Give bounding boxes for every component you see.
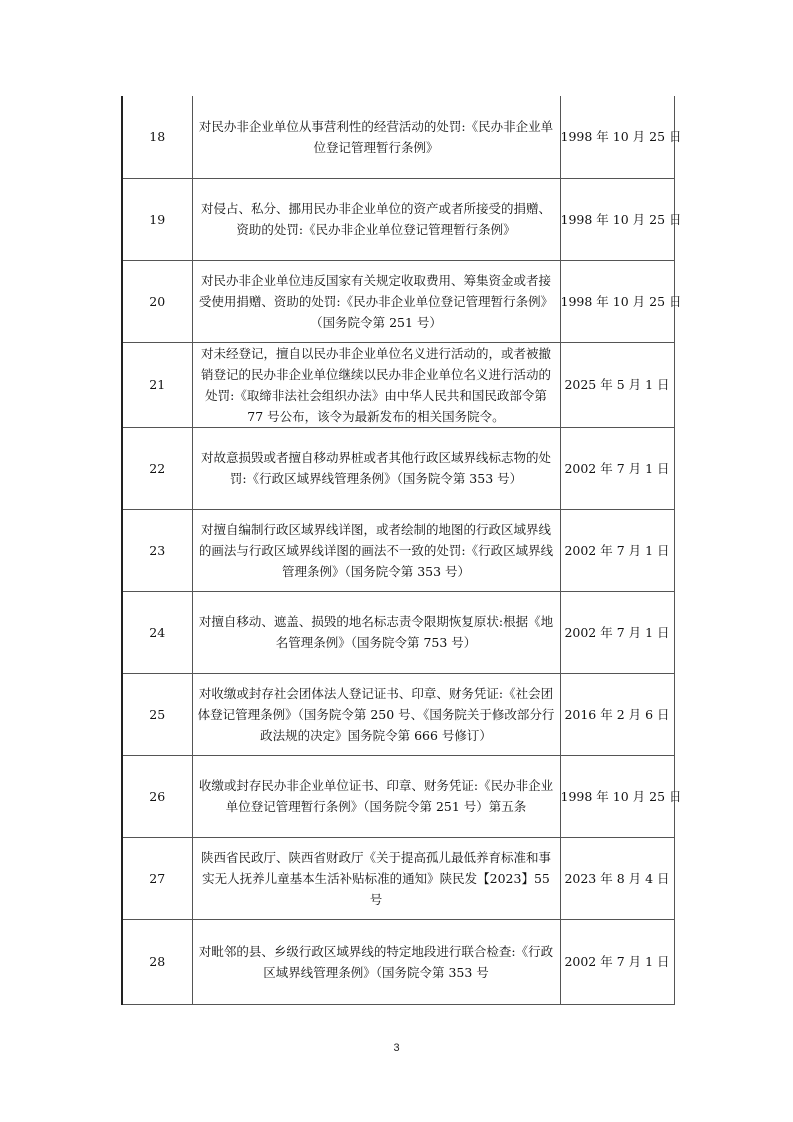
row-number: 27 <box>122 837 192 919</box>
row-content: 对故意损毁或者擅自移动界桩或者其他行政区域界线标志物的处罚:《行政区域界线管理条例》（国务院令第 353 号） <box>192 427 560 509</box>
row-number: 22 <box>122 427 192 509</box>
row-content: 对擅自移动、遮盖、损毁的地名标志责令限期恢复原状:根据《地名管理条例》（国务院令第 753 号） <box>192 591 560 673</box>
row-number: 21 <box>122 342 192 427</box>
table-row <box>122 509 674 591</box>
row-content: 对侵占、私分、挪用民办非企业单位的资产或者所接受的捐赠、资助的处罚:《民办非企业单位登记管理暂行条例》 <box>192 178 560 260</box>
row-date: 2025 年 5 月 1 日 <box>560 342 674 427</box>
row-number: 23 <box>122 509 192 591</box>
row-number: 24 <box>122 591 192 673</box>
table-row <box>122 96 674 178</box>
table-row <box>122 837 674 919</box>
row-date: 2002 年 7 月 1 日 <box>560 509 674 591</box>
row-date: 2016 年 2 月 6 日 <box>560 673 674 755</box>
row-content: 陕西省民政厅、陕西省财政厅《关于提高孤儿最低养育标准和事实无人抚养儿童基本生活补贴标准的通知》陕民发【2023】55 号 <box>192 837 560 919</box>
table-row <box>122 427 674 509</box>
row-number: 20 <box>122 260 192 342</box>
row-date: 2023 年 8 月 4 日 <box>560 837 674 919</box>
page-number: 3 <box>393 1042 400 1054</box>
row-content: 对擅自编制行政区域界线详图，或者绘制的地图的行政区域界线的画法与行政区域界线详图的画法不一致的处罚:《行政区域界线管理条例》（国务院令第 353 号） <box>192 509 560 591</box>
row-date: 1998 年 10 月 25 日 <box>560 96 674 178</box>
row-number: 18 <box>122 96 192 178</box>
table-row <box>122 755 674 837</box>
row-date: 2002 年 7 月 1 日 <box>560 427 674 509</box>
table-row <box>122 342 674 427</box>
regulation-table <box>121 96 682 1005</box>
row-content: 对收缴或封存社会团体法人登记证书、印章、财务凭证:《社会团体登记管理条例》（国务院令第 250 号、《国务院关于修改部分行政法规的决定》国务院令第 666 号修订） <box>192 673 560 755</box>
row-date: 2002 年 7 月 1 日 <box>560 591 674 673</box>
row-date: 1998 年 10 月 25 日 <box>560 178 674 260</box>
row-content: 对民办非企业单位从事营利性的经营活动的处罚:《民办非企业单位登记管理暂行条例》 <box>192 96 560 178</box>
row-number: 26 <box>122 755 192 837</box>
row-number: 25 <box>122 673 192 755</box>
row-number: 28 <box>122 919 192 1004</box>
row-date: 1998 年 10 月 25 日 <box>560 755 674 837</box>
row-content: 对毗邻的县、乡级行政区域界线的特定地段进行联合检查:《行政区域界线管理条例》（国务院令第 353 号 <box>192 919 560 1004</box>
table-row <box>122 178 674 260</box>
row-content: 对未经登记，擅自以民办非企业单位名义进行活动的，或者被撤销登记的民办非企业单位继续以民办非企业单位名义进行活动的处罚:《取缔非法社会组织办法》由中华人民共和国民政部令第 77 号公布，该令为最新发布的相关国务院令。 <box>192 342 560 427</box>
row-content: 对民办非企业单位违反国家有关规定收取费用、筹集资金或者接受使用捐赠、资助的处罚:《民办非企业单位登记管理暂行条例》（国务院令第 251 号） <box>192 260 560 342</box>
row-date: 2002 年 7 月 1 日 <box>560 919 674 1004</box>
row-date: 1998 年 10 月 25 日 <box>560 260 674 342</box>
table-row <box>122 673 674 755</box>
table-row <box>122 919 674 1004</box>
row-content: 收缴或封存民办非企业单位证书、印章、财务凭证:《民办非企业单位登记管理暂行条例》（国务院令第 251 号）第五条 <box>192 755 560 837</box>
table-row <box>122 260 674 342</box>
table-row <box>122 591 674 673</box>
row-number: 19 <box>122 178 192 260</box>
